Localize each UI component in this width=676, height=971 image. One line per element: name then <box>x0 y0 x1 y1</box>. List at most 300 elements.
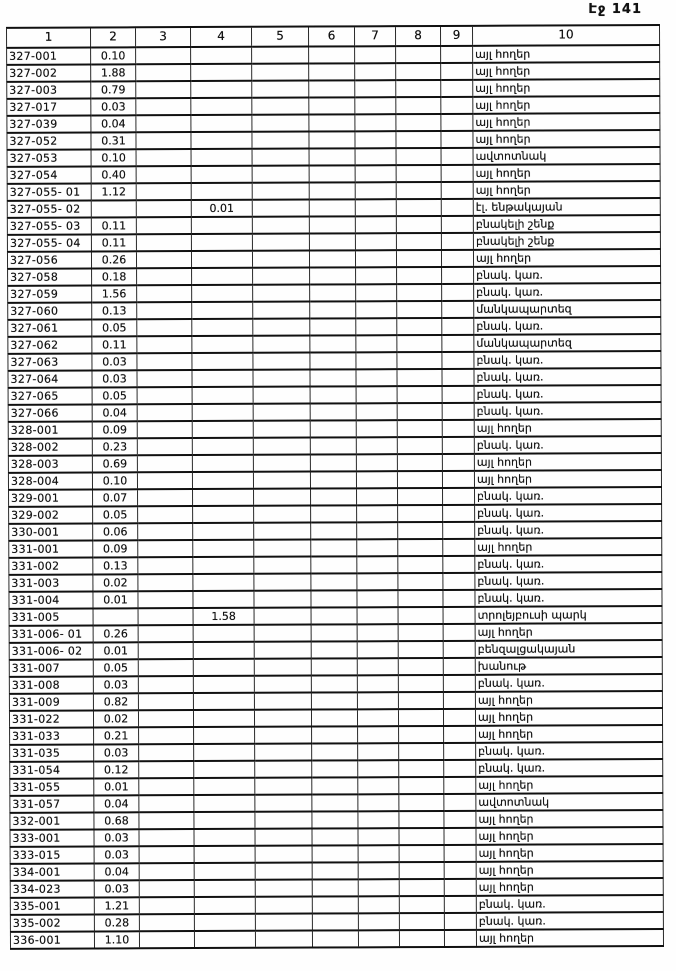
cell-col7 <box>356 301 397 318</box>
cell-code: 327-054 <box>7 166 91 183</box>
cell-col9 <box>444 811 476 828</box>
cell-code: 327-063 <box>8 353 92 370</box>
cell-col9 <box>441 46 473 63</box>
cell-col4: 1.58 <box>193 608 254 625</box>
cell-col9 <box>441 233 473 250</box>
cell-col6 <box>310 318 356 335</box>
cell-area: 0.31 <box>91 132 136 149</box>
cell-col6 <box>310 301 356 318</box>
cell-description: այլ հողեր <box>473 164 660 182</box>
cell-area: 0.03 <box>91 98 136 115</box>
cell-col6 <box>311 488 357 505</box>
cell-col9 <box>444 845 476 862</box>
cell-col9 <box>441 97 473 114</box>
cell-col8 <box>398 505 443 522</box>
cell-code: 330-001 <box>9 523 93 540</box>
cell-col9 <box>443 556 475 573</box>
cell-col5 <box>252 132 309 149</box>
cell-code: 327-002 <box>7 64 91 81</box>
cell-description: բնակ. կառ. <box>476 895 663 913</box>
cell-col8 <box>399 777 444 794</box>
cell-area: 1.56 <box>92 285 137 302</box>
cell-col9 <box>444 777 476 794</box>
cell-col9 <box>441 114 473 131</box>
cell-col3 <box>137 438 192 455</box>
cell-col9 <box>441 63 473 80</box>
cell-code: 327-017 <box>7 98 91 115</box>
cell-col7 <box>357 709 398 726</box>
cell-col5 <box>254 557 311 574</box>
cell-col9 <box>443 675 475 692</box>
cell-col8 <box>396 131 441 148</box>
cell-col4 <box>191 115 252 132</box>
cell-col4 <box>192 472 253 489</box>
cell-col5 <box>253 455 310 472</box>
cell-col4 <box>194 812 255 829</box>
cell-col7 <box>357 658 398 675</box>
cell-area: 0.07 <box>93 489 138 506</box>
cell-col5 <box>253 438 310 455</box>
cell-description: այլ հողեր <box>476 776 663 794</box>
cell-col8 <box>397 335 442 352</box>
cell-col4 <box>193 540 254 557</box>
cell-code: 327-061 <box>8 319 92 336</box>
cell-col4 <box>191 183 252 200</box>
cell-col3 <box>139 812 194 829</box>
cell-description: բնակ. կառ. <box>474 436 661 454</box>
table-header <box>6 25 659 48</box>
cell-col8 <box>397 420 442 437</box>
cell-col5 <box>252 251 309 268</box>
cell-col6 <box>312 828 358 845</box>
cell-area: 0.03 <box>94 846 139 863</box>
cell-col3 <box>139 931 194 948</box>
cell-area: 0.26 <box>93 625 138 642</box>
cell-col7 <box>358 879 399 896</box>
cell-col3 <box>138 574 193 591</box>
cell-col6 <box>311 505 357 522</box>
cell-col3 <box>138 676 193 693</box>
cell-col8 <box>398 522 443 539</box>
cell-area: 0.01 <box>93 642 138 659</box>
cell-col6 <box>311 692 357 709</box>
cell-area: 0.01 <box>94 778 139 795</box>
cell-description: բնակելի շենք <box>473 232 660 250</box>
cell-code: 327-003 <box>7 81 91 98</box>
cell-col3 <box>138 642 193 659</box>
cell-col4 <box>194 727 255 744</box>
cell-col3 <box>138 506 193 523</box>
cell-col6 <box>311 539 357 556</box>
cell-col8 <box>398 488 443 505</box>
cell-col8 <box>397 454 442 471</box>
cell-description: այլ հողեր <box>476 929 663 947</box>
cell-col8 <box>396 80 441 97</box>
cell-code: 329-001 <box>9 489 93 506</box>
column-header-10: 10 <box>472 25 659 46</box>
cell-area: 1.10 <box>94 931 139 948</box>
cell-col6 <box>310 471 356 488</box>
cell-col4 <box>193 659 254 676</box>
cell-col6 <box>309 114 355 131</box>
cell-col9 <box>443 641 475 658</box>
cell-description: բնակելի շենք <box>473 215 660 233</box>
cell-col4 <box>193 625 254 642</box>
cell-col9 <box>441 199 473 216</box>
cell-col5 <box>255 897 312 914</box>
cell-description: այլ հողեր <box>474 453 661 471</box>
cell-col8 <box>399 913 444 930</box>
cell-area: 0.03 <box>92 353 137 370</box>
cell-col6 <box>309 63 355 80</box>
cell-col6 <box>311 641 357 658</box>
cell-col7 <box>355 97 396 114</box>
cell-description: բնակ. կառ. <box>474 385 661 403</box>
cell-col3 <box>138 710 193 727</box>
cell-col8 <box>398 658 443 675</box>
cell-description: ավտոտնակ <box>476 793 663 811</box>
cell-col7 <box>358 930 399 947</box>
cell-col3 <box>136 115 191 132</box>
cell-code: 328-003 <box>8 455 92 472</box>
cell-description: մանկապարտեզ <box>474 334 661 352</box>
cell-area: 0.03 <box>94 880 139 897</box>
cell-col9 <box>441 131 473 148</box>
cell-col4 <box>191 149 252 166</box>
cell-col7 <box>356 454 397 471</box>
cell-col3 <box>137 472 192 489</box>
cell-description: էլ. ենթակայան <box>473 198 660 216</box>
cell-col3 <box>138 659 193 676</box>
cell-col7 <box>355 80 396 97</box>
cell-description: բնակ. կառ. <box>475 521 662 539</box>
cell-code: 327-056 <box>7 251 91 268</box>
cell-col9 <box>441 148 473 165</box>
cell-area: 1.21 <box>94 897 139 914</box>
cell-col7 <box>357 573 398 590</box>
cell-col3 <box>137 421 192 438</box>
cell-code: 327-055- 01 <box>7 183 91 200</box>
cell-col3 <box>137 387 192 404</box>
cell-col7 <box>355 216 396 233</box>
cell-col9 <box>442 267 474 284</box>
cell-area: 0.10 <box>91 47 136 64</box>
cell-area: 0.82 <box>93 693 138 710</box>
cell-col4 <box>193 710 254 727</box>
cell-code: 327-055- 03 <box>7 217 91 234</box>
cell-col4 <box>191 217 252 234</box>
column-header-2: 2 <box>90 27 135 47</box>
cell-col3 <box>136 81 191 98</box>
cell-col4 <box>194 761 255 778</box>
cell-col5 <box>253 353 310 370</box>
cell-description: բնակ. կառ. <box>474 368 661 386</box>
cell-area: 0.10 <box>92 472 137 489</box>
cell-area <box>91 200 136 217</box>
cell-col7 <box>358 794 399 811</box>
cell-col6 <box>310 284 356 301</box>
cell-col6 <box>309 250 355 267</box>
cell-description: բնակ. կառ. <box>475 674 662 692</box>
cell-col3 <box>139 829 194 846</box>
cell-area: 0.01 <box>93 591 138 608</box>
cell-col5 <box>254 659 311 676</box>
cell-description: բնակ. կառ. <box>476 759 663 777</box>
cell-col5 <box>254 676 311 693</box>
cell-area: 1.12 <box>91 183 136 200</box>
cell-col6 <box>310 352 356 369</box>
cell-col6 <box>312 743 358 760</box>
cell-col9 <box>443 658 475 675</box>
cell-col9 <box>444 862 476 879</box>
cell-col4 <box>192 421 253 438</box>
cell-code: 335-001 <box>10 897 94 914</box>
cell-code: 327-055- 04 <box>7 234 91 251</box>
cell-col6 <box>312 777 358 794</box>
cell-area: 0.03 <box>93 676 138 693</box>
cell-col7 <box>358 896 399 913</box>
cell-col5 <box>255 846 312 863</box>
cell-code: 331-005 <box>9 608 93 625</box>
cell-col5 <box>253 421 310 438</box>
cell-col4 <box>192 438 253 455</box>
cell-col5 <box>255 863 312 880</box>
cell-col4 <box>194 880 255 897</box>
cell-col6 <box>311 590 357 607</box>
cell-col6 <box>312 879 358 896</box>
cell-area: 0.04 <box>94 863 139 880</box>
cell-col7 <box>358 726 399 743</box>
cell-code: 327-062 <box>8 336 92 353</box>
cell-area: 0.05 <box>92 319 137 336</box>
cell-col3 <box>137 370 192 387</box>
cell-code: 333-001 <box>10 829 94 846</box>
cell-col7 <box>358 760 399 777</box>
cell-col7 <box>357 522 398 539</box>
cell-col7 <box>355 114 396 131</box>
cell-area: 0.69 <box>92 455 137 472</box>
cell-col7 <box>355 199 396 216</box>
cell-col5 <box>255 914 312 931</box>
cell-col7 <box>357 624 398 641</box>
cell-col6 <box>311 624 357 641</box>
cell-area: 0.10 <box>91 149 136 166</box>
cell-col7 <box>357 505 398 522</box>
cell-area: 0.68 <box>94 812 139 829</box>
cell-col9 <box>441 182 473 199</box>
cell-col3 <box>139 914 194 931</box>
cell-code: 331-002 <box>9 557 93 574</box>
cell-col8 <box>398 692 443 709</box>
cell-col9 <box>444 828 476 845</box>
cell-description: այլ հողեր <box>473 130 660 148</box>
cell-col4 <box>192 319 253 336</box>
cell-code: 327-059 <box>8 285 92 302</box>
cell-col6 <box>312 811 358 828</box>
cell-area: 0.05 <box>93 506 138 523</box>
cell-col5 <box>253 285 310 302</box>
cell-col8 <box>396 63 441 80</box>
cell-area: 0.05 <box>92 387 137 404</box>
cell-col8 <box>396 97 441 114</box>
cell-col9 <box>442 369 474 386</box>
cell-col6 <box>311 573 357 590</box>
cell-description: բնակ. կառ. <box>475 589 662 607</box>
cell-col6 <box>310 386 356 403</box>
cell-col4 <box>191 47 252 64</box>
cell-col5 <box>253 370 310 387</box>
column-header-3: 3 <box>135 27 190 47</box>
cell-col3 <box>139 880 194 897</box>
cell-description: խանութ <box>475 657 662 675</box>
cell-code: 331-006- 01 <box>9 625 93 642</box>
cell-col5 <box>253 302 310 319</box>
data-table-container <box>6 24 664 950</box>
cell-col7 <box>356 369 397 386</box>
cell-col7 <box>356 403 397 420</box>
cell-col3 <box>137 268 192 285</box>
cell-col9 <box>442 352 474 369</box>
cell-col9 <box>443 607 475 624</box>
cell-code: 329-002 <box>9 506 93 523</box>
cell-col6 <box>310 437 356 454</box>
cell-col9 <box>443 590 475 607</box>
cell-col3 <box>136 217 191 234</box>
cell-col5 <box>255 761 312 778</box>
cell-col6 <box>312 896 358 913</box>
cell-col5 <box>255 795 312 812</box>
cell-col6 <box>311 607 357 624</box>
cell-col5 <box>255 880 312 897</box>
cell-col6 <box>312 726 358 743</box>
cell-col7 <box>358 862 399 879</box>
cell-col9 <box>444 896 476 913</box>
cell-description: բենզալցակայան <box>475 640 662 658</box>
cell-col7 <box>357 539 398 556</box>
cell-col9 <box>443 709 475 726</box>
column-header-9: 9 <box>440 26 472 46</box>
cell-description: այլ հողեր <box>473 79 660 97</box>
cell-col6 <box>311 522 357 539</box>
cell-col6 <box>309 233 355 250</box>
cell-area: 0.18 <box>92 268 137 285</box>
cell-col5 <box>254 693 311 710</box>
cell-col5 <box>255 744 312 761</box>
cell-col5 <box>253 336 310 353</box>
cell-col8 <box>397 437 442 454</box>
cell-col6 <box>309 182 355 199</box>
cell-col8 <box>399 743 444 760</box>
cell-area <box>93 608 138 625</box>
cell-description: այլ հողեր <box>474 419 661 437</box>
cell-col5 <box>252 81 309 98</box>
cell-col4 <box>192 387 253 404</box>
cell-col6 <box>311 658 357 675</box>
cell-col4 <box>191 64 252 81</box>
cell-col3 <box>139 744 194 761</box>
cell-col7 <box>356 386 397 403</box>
cell-col5 <box>254 642 311 659</box>
cell-code: 328-001 <box>8 421 92 438</box>
cell-col3 <box>139 727 194 744</box>
cell-col4 <box>194 897 255 914</box>
cell-col8 <box>399 760 444 777</box>
cell-col8 <box>398 539 443 556</box>
cell-col7 <box>358 828 399 845</box>
cell-col3 <box>136 200 191 217</box>
cell-col7 <box>356 335 397 352</box>
cell-col4 <box>194 744 255 761</box>
cell-area: 0.23 <box>92 438 137 455</box>
cell-col7 <box>355 165 396 182</box>
cell-code: 335-002 <box>10 914 94 931</box>
cell-col7 <box>356 420 397 437</box>
cell-col3 <box>139 761 194 778</box>
cell-col9 <box>441 216 473 233</box>
cell-col4 <box>194 863 255 880</box>
cell-description: այլ հողեր <box>476 861 663 879</box>
cell-description: այլ հողեր <box>476 810 663 828</box>
cell-code: 327-065 <box>8 387 92 404</box>
cell-col5 <box>252 47 309 64</box>
cell-col8 <box>396 216 441 233</box>
cell-description: այլ հողեր <box>473 96 660 114</box>
cell-area: 0.26 <box>91 251 136 268</box>
cell-area: 0.21 <box>94 727 139 744</box>
cell-col7 <box>358 743 399 760</box>
cell-description: բնակ. կառ. <box>474 317 661 335</box>
cell-code: 331-035 <box>10 744 94 761</box>
cell-col4 <box>194 778 255 795</box>
cell-col8 <box>398 573 443 590</box>
cell-description: բնակ. կառ. <box>476 912 663 930</box>
cell-description: բնակ. կառ. <box>474 351 661 369</box>
cell-col3 <box>136 183 191 200</box>
cell-col5 <box>255 778 312 795</box>
cell-col4 <box>193 591 254 608</box>
cell-col6 <box>311 675 357 692</box>
cell-col8 <box>399 930 444 947</box>
cell-col4 <box>192 370 253 387</box>
cell-code: 327-001 <box>7 47 91 64</box>
cell-col7 <box>358 845 399 862</box>
cell-col3 <box>136 149 191 166</box>
cell-description: այլ հողեր <box>473 249 660 267</box>
cell-col7 <box>357 488 398 505</box>
cell-col5 <box>254 608 311 625</box>
cell-col6 <box>309 80 355 97</box>
cell-col8 <box>397 301 442 318</box>
cell-col6 <box>309 131 355 148</box>
cell-col5 <box>252 183 309 200</box>
cell-col4 <box>192 353 253 370</box>
cell-col8 <box>397 267 442 284</box>
cell-col3 <box>138 523 193 540</box>
cell-col3 <box>139 897 194 914</box>
cell-description: այլ հողեր <box>473 181 660 199</box>
cell-col5 <box>254 625 311 642</box>
cell-col5 <box>253 472 310 489</box>
cell-description: բնակ. կառ. <box>475 555 662 573</box>
cell-code: 334-023 <box>10 880 94 897</box>
header-row <box>6 25 659 48</box>
cell-area: 0.04 <box>94 795 139 812</box>
cell-col4 <box>194 795 255 812</box>
cell-col9 <box>441 165 473 182</box>
cell-code: 331-006- 02 <box>9 642 93 659</box>
cell-col4 <box>191 98 252 115</box>
cell-col8 <box>398 624 443 641</box>
